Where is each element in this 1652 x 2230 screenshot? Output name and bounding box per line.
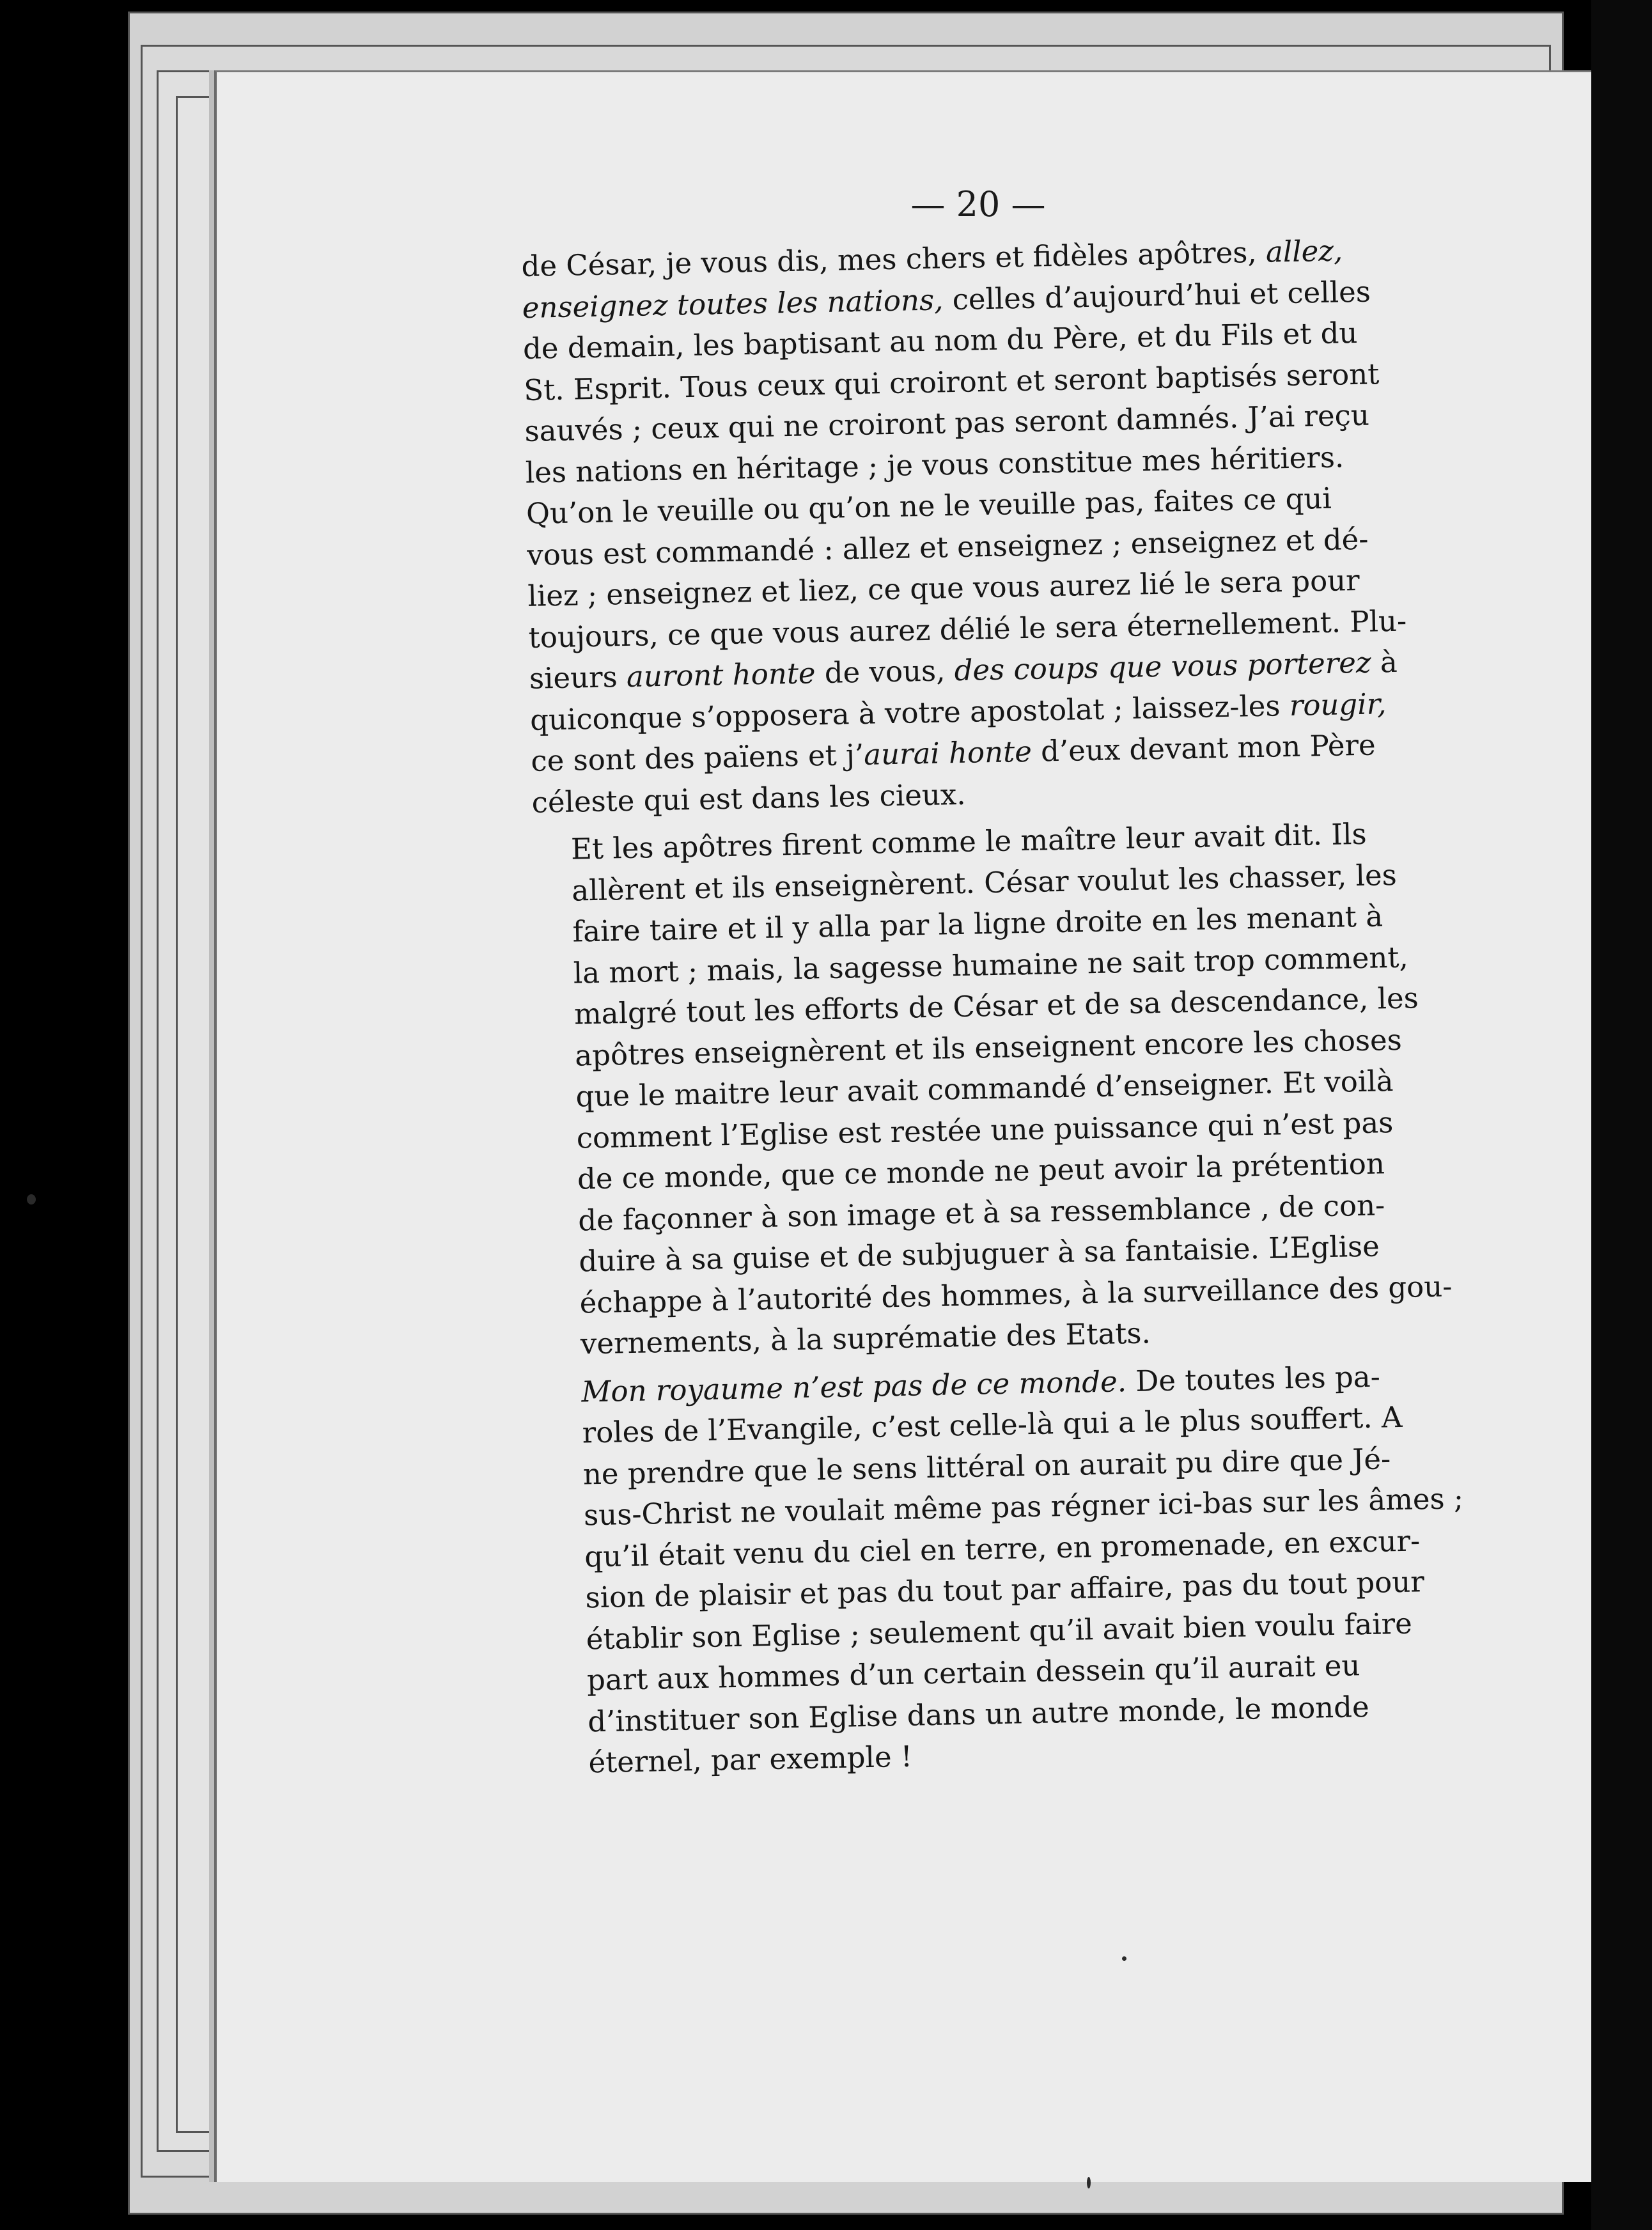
paragraph [533, 812, 1463, 1366]
italic-text: rougir, [1289, 686, 1387, 722]
text-run: de vous, [814, 653, 955, 690]
text-run: sauvés ; ceux qui ne croiront pas seront damnés. J’ai reçu [524, 398, 1370, 448]
text-run: sus-Christ ne voulait même pas régner ici-bas sur les âmes ; [583, 1481, 1464, 1532]
text-run: part aux hommes d’un certain dessein qu’il aurait eu [586, 1648, 1360, 1697]
text-run: roles de l’Evangile, c’est celle-là qui a le plus souffert. A [582, 1400, 1403, 1450]
text-run: les nations en héritage ; je vous constitue mes héritiers. [525, 439, 1344, 490]
ink-speck [27, 1194, 36, 1205]
text-run: d’instituer son Eglise dans un autre monde, le monde [587, 1689, 1370, 1738]
text-run: Et les apôtres firent comme le maître leur avait dit. Ils [570, 816, 1368, 866]
italic-text: aurai honte [863, 734, 1032, 772]
text-run: duire à sa guise et de subjuguer à sa fantaisie. L’Eglise [578, 1229, 1380, 1279]
body-text [521, 228, 1471, 1784]
text-run: celles d’aujourd’hui et celles [942, 274, 1371, 316]
text-run: établir son Eglise ; seulement qu’il avait bien voulu faire [586, 1606, 1413, 1656]
text-run: que le maitre leur avait commandé d’enseigner. Et voilà [575, 1064, 1394, 1114]
ink-speck [1087, 2177, 1091, 2188]
text-run: éternel, par exemple ! [588, 1739, 913, 1780]
text-run: échappe à l’autorité des hommes, à la surveillance des gou- [579, 1268, 1453, 1320]
dark-margin [1591, 0, 1652, 2230]
text-run: faire taire et il y alla par la ligne droite en les menant à [572, 899, 1383, 949]
text-run: d’eux devant mon Père [1031, 728, 1376, 768]
text-run: quiconque s’opposera à votre apostolat ; laissez-les [529, 688, 1290, 737]
italic-text: des coups que vous porterez [954, 645, 1372, 688]
text-run: de façonner à son image et à sa ressemblance , de con- [577, 1187, 1385, 1238]
text-run: de César, je vous dis, mes chers et fidèles apôtres, [521, 235, 1266, 283]
text-run: apôtres enseignèrent et ils enseignent encore les choses [574, 1022, 1403, 1073]
text-run: sieurs [529, 659, 627, 696]
text-run: la mort ; mais, la sagesse humaine ne sait trop comment, [573, 940, 1409, 990]
italic-text: auront honte [626, 656, 816, 694]
text-run: Qu’on le veuille ou qu’on ne le veuille pas, faites ce qui [526, 481, 1332, 531]
italic-text: Mon royaume n’est pas de ce monde. [581, 1364, 1127, 1409]
text-run: comment l’Eglise est restée une puissance qui n’est pas [576, 1105, 1394, 1155]
text-run: céleste qui est dans les cieux. [531, 777, 966, 820]
text-run: ne prendre que le sens littéral on aurait pu dire que Jé- [582, 1441, 1391, 1491]
text-run: vous est commandé : allez et enseignez ; enseignez et dé- [526, 522, 1369, 572]
paragraph [543, 1355, 1471, 1785]
text-run: ce sont des païens et j’ [530, 737, 864, 778]
text-run: De toutes les pa- [1126, 1359, 1381, 1398]
text-run: à [1370, 644, 1398, 680]
text-run: qu’il était venu du ciel en terre, en promenade, en excur- [584, 1523, 1421, 1573]
text-run: allèrent et ils enseignèrent. César voulut les chasser, les [571, 857, 1398, 908]
text-run: malgré tout les efforts de César et de sa descendance, les [573, 981, 1419, 1031]
text-run: de demain, les baptisant au nom du Père, et du Fils et du [522, 315, 1358, 366]
italic-text: enseignez toutes les nations, [522, 282, 944, 325]
text-run: sion de plaisir et pas du tout par affaire, pas du tout pour [585, 1564, 1425, 1615]
text-run: vernements, à la suprématie des Etats. [580, 1316, 1151, 1361]
italic-text: allez, [1265, 233, 1343, 269]
text-run: de ce monde, que ce monde ne peut avoir la prétention [577, 1146, 1385, 1196]
text-run: St. Esprit. Tous ceux qui croiront et seront baptisés seront [523, 356, 1380, 407]
page-number: — 20 — [910, 184, 1046, 224]
text-run: toujours, ce que vous aurez délié le sera éternellement. Plu- [528, 604, 1407, 655]
ink-speck [1122, 1956, 1126, 1961]
text-run: liez ; enseignez et liez, ce que vous aurez lié le sera pour [527, 563, 1360, 613]
paragraph [521, 228, 1453, 823]
